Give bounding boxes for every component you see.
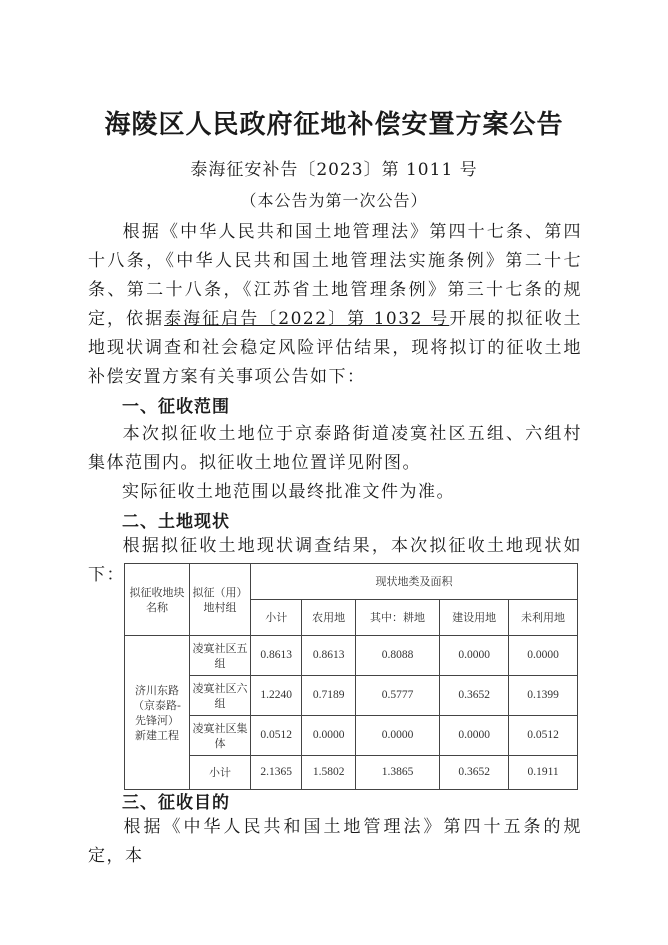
table-row: [125, 716, 578, 756]
table-village: 小计: [190, 756, 251, 790]
announcement-note: （本公告为第一次公告）: [240, 191, 428, 210]
page-title: 海陵区人民政府征地补偿安置方案公告: [104, 110, 564, 140]
table-subheader: 其中：耕地: [355, 600, 439, 636]
intro-paragraph: [88, 218, 582, 392]
table-cell: 0.0000: [355, 716, 439, 756]
table-cell: 0.1911: [509, 756, 578, 790]
table-row: [125, 676, 578, 716]
table-block-name: 济川东路（京泰路-先锋河）新建工程: [125, 636, 190, 790]
table-cell: 0.3652: [440, 676, 509, 716]
table-row: [125, 636, 578, 676]
table-cell: 0.0512: [509, 716, 578, 756]
table-subheader: 农用地: [302, 600, 355, 636]
document-number: 泰海征安补告〔2023〕第 1011 号: [190, 160, 478, 180]
table-subheader: 建设用地: [440, 600, 509, 636]
table-cell: 0.3652: [440, 756, 509, 790]
scope-note-text: 实际征收土地范围以最终批准文件为准。: [122, 482, 455, 502]
table-cell: 1.2240: [251, 676, 302, 716]
table-cell: 1.5802: [302, 756, 355, 790]
table-header-village: 拟征（用）地村组: [190, 564, 251, 636]
table-header-group: 现状地类及面积: [251, 564, 578, 600]
scope-paragraph: [88, 420, 582, 478]
intro-text-1: 根据《中华人民共和国土地管理法》第四十七条、第四十八条，《中华人民共和国土地管理法实施条例》第二十七条、第二十八条，《江苏省土地管理条例》第三十七条的规定，依据: [88, 222, 582, 329]
purpose-text: 根据《中华人民共和国土地管理法》第四十五条的规定，本: [88, 817, 582, 866]
table-cell: 0.0000: [302, 716, 355, 756]
table-cell: 0.1399: [509, 676, 578, 716]
purpose-paragraph: [88, 813, 582, 871]
table-cell: 0.5777: [355, 676, 439, 716]
table-row-subtotal: [125, 756, 578, 790]
table-cell: 1.3865: [355, 756, 439, 790]
table-cell: 0.0512: [251, 716, 302, 756]
table-subheader: 小计: [251, 600, 302, 636]
table-cell: 2.1365: [251, 756, 302, 790]
table-cell: 0.8088: [355, 636, 439, 676]
table-village: 凌寞社区集体: [190, 716, 251, 756]
scope-text: 本次拟征收土地位于京泰路街道凌寞社区五组、六组村集体范围内。拟征收土地位置详见附图。: [88, 424, 582, 473]
table-cell: 0.8613: [302, 636, 355, 676]
table-subheader: 未利用地: [509, 600, 578, 636]
table-cell: 0.0000: [440, 636, 509, 676]
table-village: 凌寞社区六组: [190, 676, 251, 716]
table-cell: 0.0000: [440, 716, 509, 756]
intro-text-2: 开展的拟征收土地现状调查和社会稳定风险评估结果，现将拟订的征收土地补偿安置方案有关事项公告如下：: [88, 309, 583, 387]
table-cell: 0.7189: [302, 676, 355, 716]
land-status-text: 根据拟征收土地现状调查结果，本次拟征收土地现状如下：: [88, 536, 582, 585]
table-cell: 0.8613: [251, 636, 302, 676]
table-village: 凌寞社区五组: [190, 636, 251, 676]
scope-note-paragraph: [88, 478, 582, 507]
land-status-table: [124, 563, 578, 790]
section-heading-land-status: 二、土地现状: [122, 512, 230, 532]
table-header-block: 拟征收地块名称: [125, 564, 190, 636]
referenced-notice: 泰海征启告〔2022〕第 1032 号: [164, 309, 450, 329]
section-heading-purpose: 三、征收目的: [122, 793, 230, 813]
section-heading-scope: 一、征收范围: [122, 397, 230, 417]
table-cell: 0.0000: [509, 636, 578, 676]
